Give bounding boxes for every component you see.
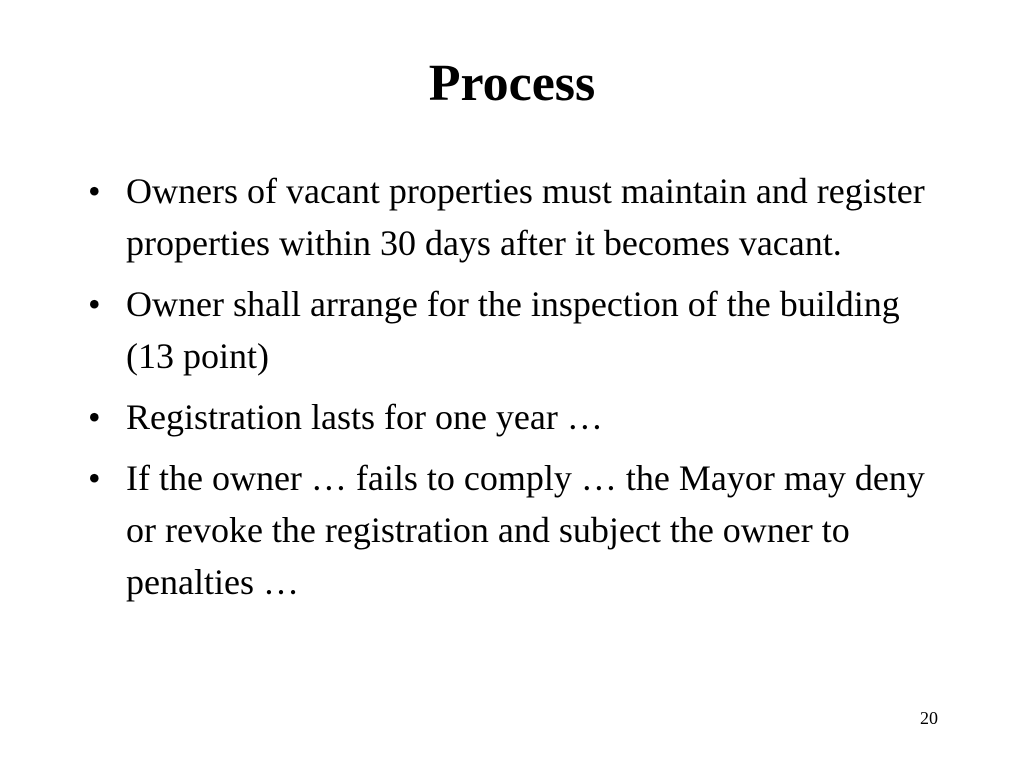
bullet-list xyxy=(88,165,938,617)
bullet-text: Owners of vacant properties must maintain and register properties within 30 days after it becomes vacant. xyxy=(126,171,925,263)
bullet-item xyxy=(88,165,938,269)
bullet-text: Owner shall arrange for the inspection of the building (13 point) xyxy=(126,284,900,376)
bullet-text: Registration lasts for one year … xyxy=(126,397,603,437)
bullet-icon: • xyxy=(88,458,101,498)
bullet-icon: • xyxy=(88,397,101,437)
bullet-item xyxy=(88,391,938,443)
bullet-text: If the owner … fails to comply … the Mayor may deny or revoke the registration and subject the owner to penalties … xyxy=(126,458,925,602)
bullet-icon: • xyxy=(88,284,101,324)
bullet-icon: • xyxy=(88,171,101,211)
page-number: 20 xyxy=(920,708,938,728)
bullet-item xyxy=(88,452,938,608)
slide-title: Process xyxy=(428,55,596,112)
bullet-item xyxy=(88,278,938,382)
